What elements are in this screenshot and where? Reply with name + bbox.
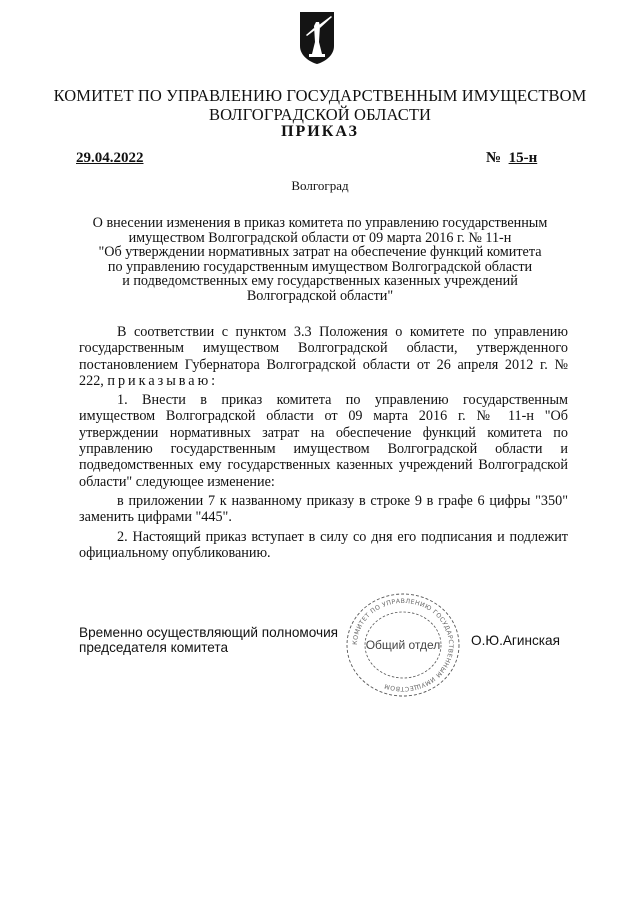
document-type: ПРИКАЗ: [281, 123, 359, 140]
number-sign: №: [486, 150, 502, 166]
subject-line: О внесении изменения в приказ комитета по управлению государственным: [92, 215, 548, 231]
subject-line: и подведомственных ему государственных казенных учреждений: [122, 273, 518, 290]
signatory-title-line1: Временно осуществляющий полномочия: [79, 625, 339, 640]
volgograd-emblem-icon: [298, 12, 336, 64]
preamble-text: В соответствии с пунктом 3.3 Положения о комитете по управлению государственным имуществом Волгоградской области, утвержденного постановлением Губернатора Волгоградской области от 26 апреля 2012 г. № 222,: [79, 324, 568, 389]
signatory-name: О.Ю.Агинская: [471, 633, 560, 648]
item-1-paragraph: 1. Внести в приказ комитета по управлению государственным имуществом Волгоградской области от 09 марта 2016 г. № 11-н "Об утверждении нормативных затрат на обеспечение функций комитета по управлению государственным имуществом Волгоградской области и подведомственных ему государственных казенных учреждений Волгоградской области" следующее изменение:: [79, 392, 568, 490]
general-department-stamp: [343, 590, 463, 700]
subject-line: имуществом Волгоградской области от 09 марта 2016 г. № 11-н: [128, 229, 512, 246]
order-body: [79, 324, 568, 561]
item-2-paragraph: 2. Настоящий приказ вступает в силу со дня его подписания и подлежит официальному опубликованию.: [79, 528, 568, 561]
order-word: приказываю:: [107, 372, 219, 389]
order-date: 29.04.2022: [76, 150, 144, 166]
signatory-title-line2: председателя комитета: [79, 639, 229, 655]
stamp-ring-text: КОМИТЕТ ПО УПРАВЛЕНИЮ ГОСУДАРСТВЕННЫМ ИМУЩЕСТВОМ: [351, 597, 455, 693]
stamp-center-text: Общий отдел: [365, 638, 441, 652]
subject-line: "Об утверждении нормативных затрат на обеспечение функций комитета: [98, 244, 542, 261]
org-name-line1: КОМИТЕТ ПО УПРАВЛЕНИЮ ГОСУДАРСТВЕННЫМ ИМУЩЕСТВОМ: [53, 86, 587, 105]
signatory-title: [79, 626, 338, 655]
subject-line: по управлению государственным имуществом Волгоградской области: [107, 258, 533, 275]
number-value: 15-н: [508, 150, 538, 166]
order-subject: [60, 216, 580, 304]
city: Волгоград: [291, 178, 349, 193]
org-name-line2: ВОЛГОГРАДСКОЙ ОБЛАСТИ: [208, 105, 432, 124]
subject-line: Волгоградской области": [246, 287, 394, 304]
order-number: [486, 150, 537, 167]
amendment-paragraph: в приложении 7 к названному приказу в строке 9 в графе 6 цифры "350" заменить цифрами "445".: [79, 492, 568, 526]
preamble-paragraph: [79, 324, 568, 389]
